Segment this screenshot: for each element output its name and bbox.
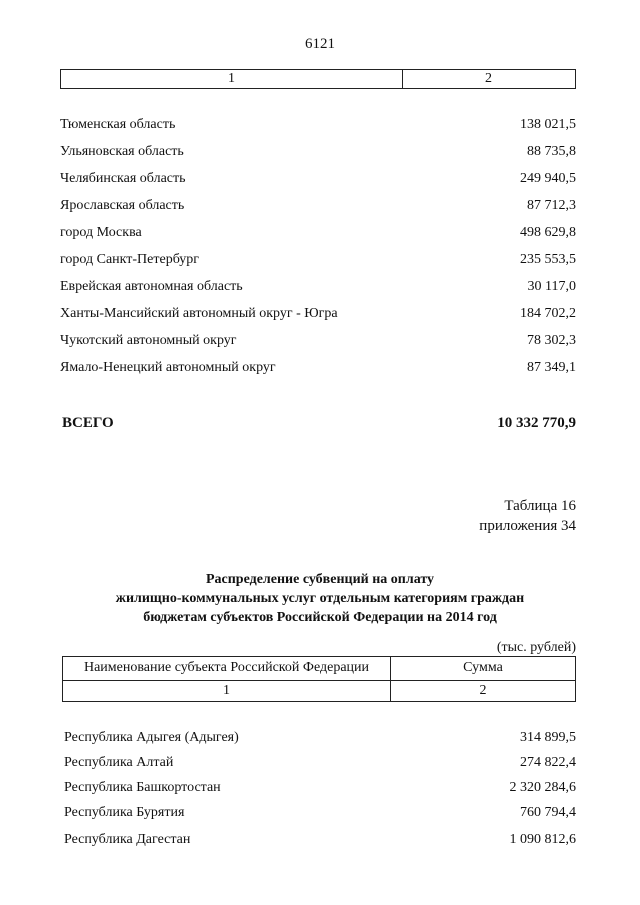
region-value: 184 702,2 — [520, 306, 576, 321]
header-name-column: Наименование субъекта Российской Федерации — [83, 660, 370, 675]
subject-value: 1 090 812,6 — [509, 832, 576, 847]
region-name: Чукотский автономный округ — [60, 333, 237, 348]
region-value: 30 117,0 — [527, 279, 576, 294]
total-label: ВСЕГО — [62, 415, 114, 431]
region-name: Тюменская область — [60, 117, 176, 132]
table-row — [64, 777, 576, 799]
region-name: город Санкт-Петербург — [60, 252, 200, 267]
region-value: 249 940,5 — [520, 171, 576, 186]
table1-header — [60, 69, 576, 89]
table-number: Таблица 16 — [504, 498, 576, 514]
region-value: 87 712,3 — [527, 198, 576, 213]
header-sum-column: Сумма — [463, 660, 503, 675]
table-row — [64, 829, 576, 851]
region-name: Еврейская автономная область — [60, 279, 243, 294]
table-row — [60, 250, 576, 270]
total-row — [62, 413, 576, 433]
subject-value: 314 899,5 — [520, 730, 576, 745]
table-row — [60, 304, 576, 324]
table-row — [60, 115, 576, 135]
subject-name: Республика Алтай — [64, 755, 174, 770]
table-row — [64, 802, 576, 824]
subject-name: Республика Адыгея (Адыгея) — [64, 730, 239, 745]
title-line-2: жилищно-коммунальных услуг отдельным категориям граждан — [115, 591, 525, 606]
table-row — [60, 277, 576, 297]
title-line-1: Распределение субвенций на оплату — [205, 572, 435, 587]
table1-header-col1: 1 — [61, 70, 403, 88]
table-row — [60, 169, 576, 189]
header-num-2: 2 — [479, 683, 487, 698]
table-title — [0, 570, 640, 627]
subject-name: Республика Дагестан — [64, 832, 191, 847]
region-name: Челябинская область — [60, 171, 186, 186]
table1-header-col2: 2 — [485, 71, 492, 86]
region-name: Ханты-Мансийский автономный округ - Югра — [60, 306, 338, 321]
table-row — [64, 752, 576, 774]
region-value: 87 349,1 — [527, 360, 576, 375]
region-value: 88 735,8 — [527, 144, 576, 159]
subject-name: Республика Бурятия — [64, 805, 185, 820]
table-row — [60, 196, 576, 216]
total-value: 10 332 770,9 — [497, 415, 576, 431]
region-value: 138 021,5 — [520, 117, 576, 132]
header-num-1: 1 — [223, 683, 230, 698]
region-name: город Москва — [60, 225, 142, 240]
appendix-number: приложения 34 — [479, 518, 576, 534]
subject-value: 274 822,4 — [520, 755, 576, 770]
region-value: 498 629,8 — [520, 225, 576, 240]
title-line-3: бюджетам субъектов Российской Федерации на 2014 год — [143, 610, 497, 625]
region-name: Ярославская область — [60, 198, 185, 213]
subject-value: 2 320 284,6 — [509, 780, 576, 795]
page-number: 6121 — [305, 36, 335, 52]
table-row — [64, 727, 576, 749]
table16-header — [62, 656, 576, 702]
table-row — [60, 358, 576, 378]
region-name: Ульяновская область — [60, 144, 184, 159]
table-reference — [479, 496, 576, 536]
subject-name: Республика Башкортостан — [64, 780, 221, 795]
region-value: 235 553,5 — [520, 252, 576, 267]
units-label: (тыс. рублей) — [496, 640, 576, 655]
region-value: 78 302,3 — [527, 333, 576, 348]
table-row — [60, 142, 576, 162]
table-row — [60, 331, 576, 351]
region-name: Ямало-Ненецкий автономный округ — [60, 360, 276, 375]
table-row — [60, 223, 576, 243]
subject-value: 760 794,4 — [520, 805, 576, 820]
